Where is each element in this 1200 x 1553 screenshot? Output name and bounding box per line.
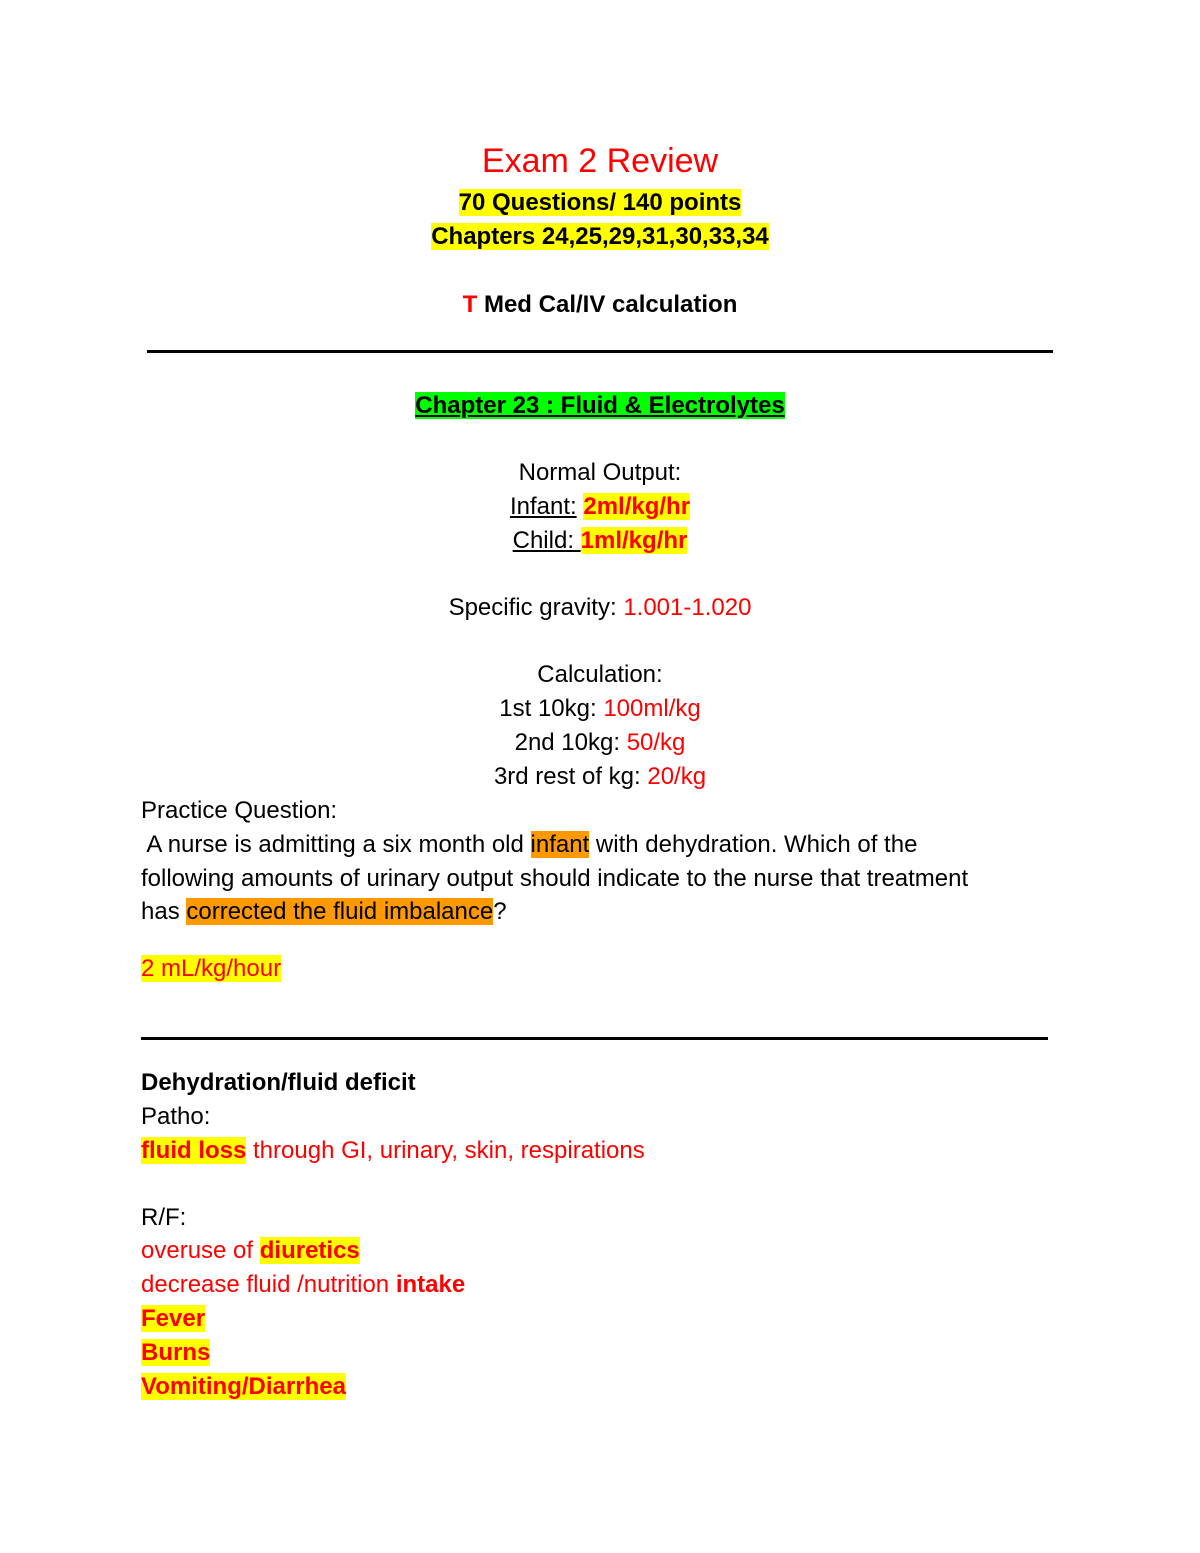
- questions-text: 70 Questions/ 140 points: [458, 189, 742, 216]
- calculation-label: [0, 660, 1200, 690]
- calc-row-1-value: 100ml/kg: [603, 695, 701, 722]
- rf-item-2: [141, 1270, 465, 1300]
- practice-q-part4: ?: [493, 898, 507, 925]
- chapter23-heading-line: [0, 391, 1200, 421]
- calc-row-2-label: 2nd 10kg:: [514, 729, 627, 756]
- page-title-text: Exam 2 Review: [481, 142, 719, 180]
- patho-highlight: fluid loss: [141, 1137, 247, 1164]
- sg-value: 1.001-1.020: [623, 594, 752, 621]
- practice-label: [141, 796, 337, 826]
- practice-answer: 2 mL/kg/hour: [141, 955, 282, 982]
- practice-q-highlight-infant: infant: [530, 831, 590, 858]
- child-label: Child:: [512, 527, 574, 554]
- rf-item-4: [141, 1338, 210, 1368]
- patho-line: [141, 1136, 645, 1166]
- dehydration-heading-text: Dehydration/fluid deficit: [141, 1069, 416, 1096]
- practice-q-part3: has: [141, 898, 187, 925]
- rf-item-2-bold: intake: [395, 1271, 466, 1298]
- practice-question-line-3: [141, 897, 507, 927]
- practice-answer-line: [141, 954, 281, 984]
- rf-item-2-text: decrease fluid /nutrition: [141, 1271, 396, 1298]
- practice-question-line-2: [141, 864, 968, 894]
- normal-output-label: [0, 458, 1200, 488]
- normal-output-text: Normal Output:: [518, 459, 682, 486]
- divider-rule-1: [147, 350, 1053, 353]
- rf-item-5: [141, 1372, 346, 1402]
- rf-item-1: [141, 1236, 360, 1266]
- calc-row-3: [0, 762, 1200, 792]
- rf-item-3-text: Fever: [141, 1305, 206, 1332]
- rf-item-5-text: Vomiting/Diarrhea: [141, 1373, 346, 1400]
- calc-row-2-value: 50/kg: [626, 729, 686, 756]
- specific-gravity-line: [0, 593, 1200, 623]
- infant-value: 2ml/kg/hr: [583, 493, 691, 520]
- divider-rule-2: [141, 1037, 1048, 1040]
- infant-output-line: [0, 492, 1200, 522]
- rf-label: [141, 1203, 186, 1233]
- practice-label-text: Practice Question:: [141, 797, 338, 824]
- rf-item-4-text: Burns: [141, 1339, 211, 1366]
- calc-row-1-label: 1st 10kg:: [499, 695, 604, 722]
- calc-row-1: [0, 694, 1200, 724]
- child-output-line: [0, 526, 1200, 556]
- chapter23-heading: Chapter 23 : Fluid & Electrolytes: [415, 392, 785, 419]
- calc-row-3-value: 20/kg: [647, 763, 707, 790]
- practice-q-line2: following amounts of urinary output should indicate to the nurse that treatment: [141, 865, 969, 892]
- calc-row-3-label: 3rd rest of kg:: [493, 763, 648, 790]
- chapters-line: [0, 222, 1200, 252]
- patho-rest: through GI, urinary, skin, respirations: [246, 1137, 645, 1164]
- patho-label: [141, 1102, 210, 1132]
- page-title: [0, 140, 1200, 182]
- t-marker: T: [462, 291, 478, 318]
- calculation-text: Calculation:: [537, 661, 663, 688]
- chapters-text: Chapters 24,25,29,31,30,33,34: [431, 223, 769, 250]
- rf-item-3: [141, 1304, 205, 1334]
- infant-label: Infant:: [509, 493, 577, 520]
- practice-q-highlight-corrected: corrected the fluid imbalance: [186, 898, 494, 925]
- dehydration-heading: [141, 1068, 416, 1098]
- practice-question-line-1: [141, 830, 917, 860]
- questions-line: [0, 188, 1200, 218]
- med-cal-line: [0, 290, 1200, 320]
- med-cal-text: Med Cal/IV calculation: [477, 291, 738, 318]
- rf-item-1-text: overuse of: [141, 1237, 260, 1264]
- sg-label: Specific gravity:: [448, 594, 624, 621]
- child-value: 1ml/kg/hr: [580, 527, 688, 554]
- practice-q-part1: A nurse is admitting a six month old: [141, 831, 531, 858]
- calc-row-2: [0, 728, 1200, 758]
- rf-label-text: R/F:: [141, 1204, 187, 1231]
- patho-label-text: Patho:: [141, 1103, 211, 1130]
- rf-item-1-highlight: diuretics: [259, 1237, 360, 1264]
- practice-q-part2: with dehydration. Which of the: [589, 831, 918, 858]
